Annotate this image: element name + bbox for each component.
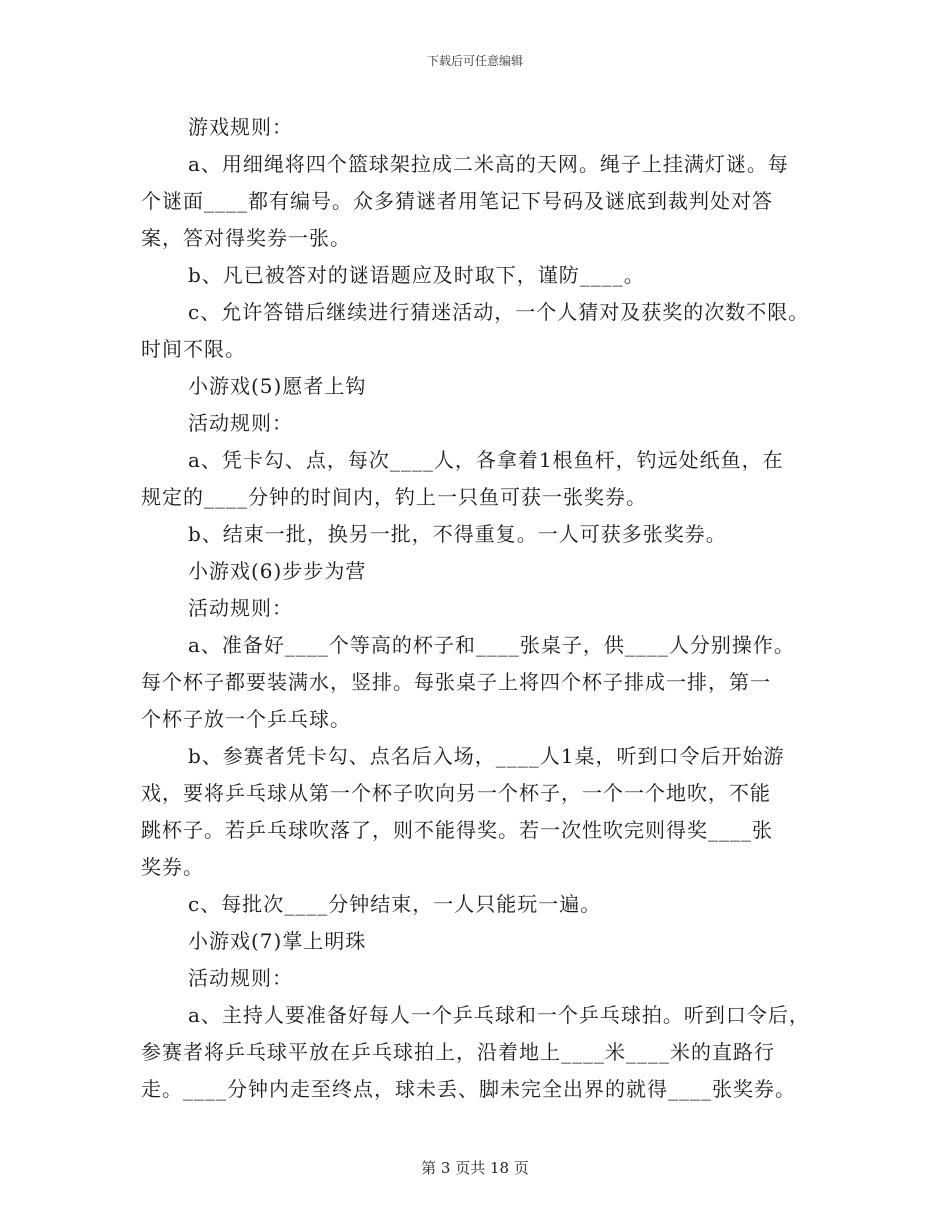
section-heading: 小游戏(5)愿者上钩 <box>188 374 367 398</box>
body-line: 跳杯子。若乒乓球吹落了，则不能得奖。若一次性吹完则得奖____张 <box>141 818 773 842</box>
body-line: 个杯子放一个乒乓球。 <box>141 707 351 731</box>
section-heading: 小游戏(6)步步为营 <box>188 559 367 583</box>
body-line: 规定的____分钟的时间内，钓上一只鱼可获一张奖券。 <box>141 485 647 509</box>
body-line: 活动规则： <box>188 596 293 620</box>
body-line: 走。____分钟内走至终点，球未丢、脚未完全出界的就得____张奖券。 <box>141 1077 796 1101</box>
body-line: 游戏规则： <box>188 115 293 139</box>
body-line: b、结束一批，换另一批，不得重复。一人可获多张奖券。 <box>188 522 727 546</box>
body-line: 活动规则： <box>188 411 293 435</box>
body-line: a、凭卡勾、点，每次____人，各拿着1根鱼杆，钓远处纸鱼，在 <box>188 448 784 472</box>
body-line: b、凡已被答对的谜语题应及时取下，谨防____。 <box>188 263 645 287</box>
body-line: b、参赛者凭卡勾、点名后入场，____人1桌，听到口令后开始游 <box>188 744 785 768</box>
body-line: a、主持人要准备好每人一个乒乓球和一个乒乓球拍。听到口令后， <box>188 1003 810 1027</box>
body-line: 奖券。 <box>141 855 204 879</box>
body-line: a、准备好____个等高的杯子和____张桌子，供____人分别操作。 <box>188 633 795 657</box>
body-line: a、用细绳将四个篮球架拉成二米高的天网。绳子上挂满灯谜。每 <box>188 152 789 176</box>
body-line: 活动规则： <box>188 966 293 990</box>
body-line: c、每批次____分钟结束，一人只能玩一遍。 <box>188 892 602 916</box>
body-line: 每个杯子都要装满水，竖排。每张桌子上将四个杯子排成一排，第一 <box>141 670 771 694</box>
page-footer: 第 3 页共 18 页 <box>421 1159 529 1177</box>
page-header: 下载后可任意编辑 <box>426 54 523 68</box>
body-line: c、允许答错后继续进行猜迷活动，一个人猜对及获奖的次数不限。 <box>188 300 810 324</box>
body-line: 参赛者将乒乓球平放在乒乓球拍上，沿着地上____米____米的直路行 <box>141 1040 775 1064</box>
body-line: 时间不限。 <box>141 337 246 361</box>
body-line: 戏，要将乒乓球从第一个杯子吹向另一个杯子，一个一个地吹，不能 <box>141 781 771 805</box>
body-line: 案，答对得奖券一张。 <box>141 226 351 250</box>
body-line: 个谜面____都有编号。众多猜谜者用笔记下号码及谜底到裁判处对答 <box>141 189 773 213</box>
section-heading: 小游戏(7)掌上明珠 <box>188 929 367 953</box>
